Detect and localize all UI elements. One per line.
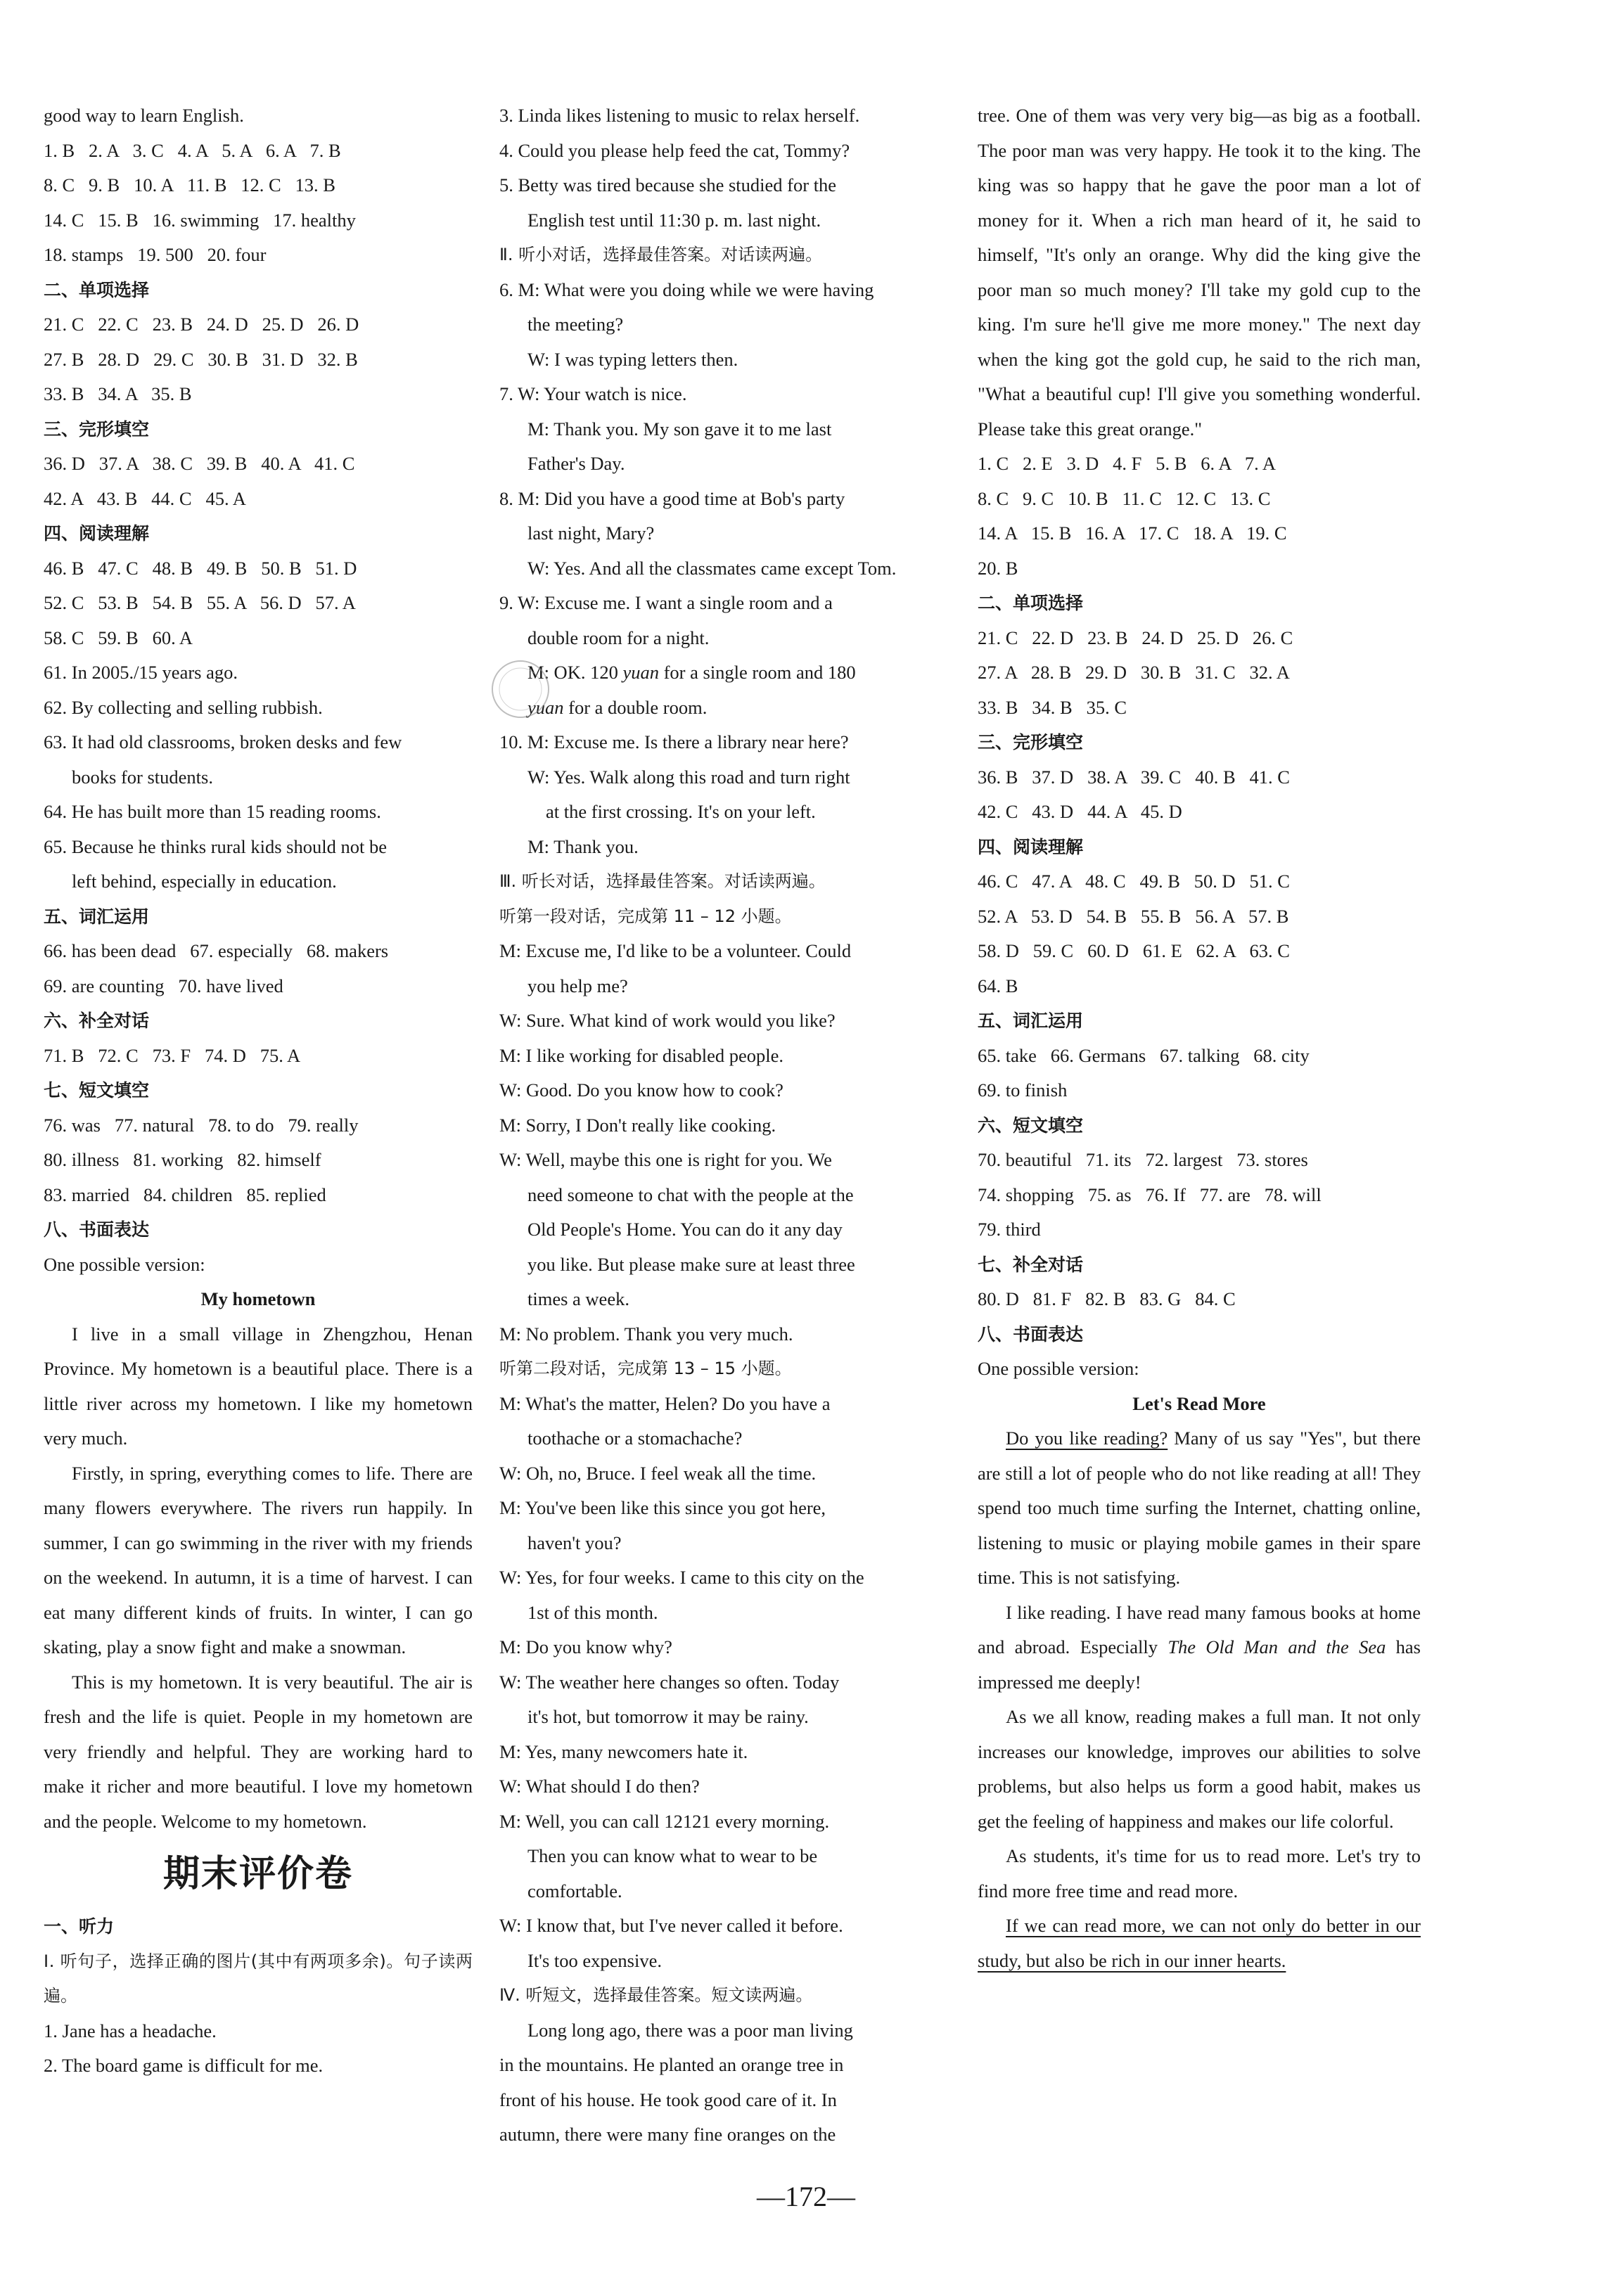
section-heading: 五、词汇运用	[978, 1011, 1084, 1031]
dialogue-line: the meeting?	[527, 314, 624, 335]
answer-row: 27. A 28. B 29. D 30. B 31. C 32. A	[978, 662, 1290, 683]
answer-row: 42. C 43. D 44. A 45. D	[978, 801, 1182, 822]
section-heading: 一、听力	[44, 1916, 115, 1937]
dialogue-line: at the first crossing. It's on your left.	[546, 801, 816, 822]
answer-row: 18. stamps 19. 500 20. four	[44, 244, 267, 265]
answer-row: 69. to finish	[978, 1079, 1068, 1101]
faded-seal-stamp	[485, 654, 556, 724]
section-heading: 六、短文填空	[978, 1115, 1084, 1136]
answer-row: 21. C 22. C 23. B 24. D 25. D 26. D	[44, 314, 359, 335]
answer-row: 69. are counting 70. have lived	[44, 975, 283, 996]
answer-row: 8. C 9. B 10. A 11. B 12. C 13. B	[44, 174, 335, 195]
essay-paragraph: Firstly, in spring, everything comes to life. There are many flowers everywhere. The rivers run happily. In summer, I can go swimming in the river with my friends on the weekend. In autumn, it is a time of harvest. I can eat many different kinds of fruits. In winter, I can go skating, play a snow fight and make a snowman.	[44, 1462, 473, 1657]
listening-instruction: Ⅰ. 听句子，选择正确的图片(其中有两项多余)。句子读两遍。	[44, 1951, 473, 2006]
listening-sentence: 1. Jane has a headache.	[44, 2020, 217, 2041]
answer-row: 66. has been dead 67. especially 68. makers	[44, 940, 389, 961]
answer-row: 36. B 37. D 38. A 39. C 40. B 41. C	[978, 766, 1290, 788]
conversation-intro: 听第一段对话，完成第 11 – 12 小题。	[499, 906, 792, 926]
story-line: Long long ago, there was a poor man living	[527, 2019, 853, 2041]
dialogue-line: M: No problem. Thank you very much.	[499, 1323, 793, 1345]
section-heading: 六、补全对话	[44, 1011, 150, 1031]
section-heading: 三、完形填空	[978, 732, 1084, 752]
answer-row: 42. A 43. B 44. C 45. A	[44, 487, 246, 509]
section-heading: 三、完形填空	[44, 418, 150, 440]
answer-row: 33. B 34. A 35. B	[44, 383, 192, 404]
book-title: The Old Man and the Sea	[1168, 1636, 1386, 1657]
dialogue-line: times a week.	[527, 1288, 629, 1309]
dialogue-line: 8. M: Did you have a good time at Bob's party	[499, 487, 845, 509]
dialogue-line: M: You've been like this since you got here,	[499, 1497, 826, 1518]
dialogue-line: W: Sure. What kind of work would you like?	[499, 1010, 836, 1031]
dialogue-line: need someone to chat with the people at the	[527, 1184, 854, 1205]
dialogue-line: 10. M: Excuse me. Is there a library near here?	[499, 731, 849, 752]
dialogue-line: haven't you?	[527, 1532, 622, 1553]
section-heading: 二、单项选择	[44, 279, 150, 300]
listening-sentence: English test until 11:30 p. m. last night.	[527, 209, 821, 231]
essay-paragraph	[978, 1596, 1421, 1700]
story-paragraph: tree. One of them was very very big—as big as a football. The poor man was very happy. He took it to the king. The king was so happy that he gave the poor man a lot of money for it. When a rich man heard of it, he said to himself, "It's only an orange. Why did the king give the poor man so much money? I'll take my gold cup to the king. I'm sure he'll give me more money." The next day when the king got the gold cup, he said to the rich man, "What a beautiful cup! I'll give you something wonderful. Please take this great orange."	[978, 105, 1421, 440]
answer-row: 8. C 9. C 10. B 11. C 12. C 13. C	[978, 487, 1271, 509]
section-heading: 五、词汇运用	[44, 906, 150, 927]
section-heading: Ⅱ. 听小对话，选择最佳答案。对话读两遍。	[499, 245, 823, 264]
section-heading: 八、书面表达	[978, 1323, 1084, 1345]
text-line: good way to learn English.	[44, 105, 244, 126]
answer-line: 62. By collecting and selling rubbish.	[44, 696, 323, 718]
section-heading: 七、短文填空	[44, 1080, 150, 1101]
answer-line: 63. It had old classrooms, broken desks and few	[44, 731, 402, 752]
section-heading: 四、阅读理解	[44, 523, 150, 544]
answer-line: 64. He has built more than 15 reading rooms.	[44, 801, 381, 822]
answer-line: books for students.	[72, 766, 213, 788]
possible-version-label: One possible version:	[978, 1358, 1139, 1379]
dialogue-line: double room for a night.	[527, 627, 710, 648]
dialogue-line: M: Excuse me, I'd like to be a volunteer. Could	[499, 940, 852, 961]
dialogue-line: M: Sorry, I Don't really like cooking.	[499, 1114, 776, 1136]
answer-row: 71. B 72. C 73. F 74. D 75. A	[44, 1044, 301, 1066]
dialogue-line: M: Thank you. My son gave it to me last	[527, 418, 832, 440]
listening-sentence: 3. Linda likes listening to music to relax herself.	[499, 105, 860, 126]
column-left	[44, 98, 473, 2084]
dialogue-line: Old People's Home. You can do it any day	[527, 1219, 843, 1240]
listening-sentence: 4. Could you please help feed the cat, Tommy?	[499, 139, 850, 161]
section-heading: 七、补全对话	[978, 1254, 1084, 1275]
listening-sentence: 5. Betty was tired because she studied for the	[499, 174, 837, 195]
answer-row: 33. B 34. B 35. C	[978, 696, 1127, 718]
dialogue-line: W: Good. Do you know how to cook?	[499, 1079, 783, 1101]
conversation-intro: 听第二段对话，完成第 13 – 15 小题。	[499, 1359, 792, 1378]
underlined-topic-sentence: Do you like reading?	[1006, 1428, 1168, 1449]
dialogue-line: comfortable.	[527, 1880, 622, 1901]
possible-version-label: One possible version:	[44, 1253, 205, 1275]
dialogue-line: toothache or a stomachache?	[527, 1428, 743, 1449]
dialogue-line: Father's Day.	[527, 453, 625, 474]
section-heading: 八、书面表达	[44, 1219, 150, 1240]
answer-row: 52. C 53. B 54. B 55. A 56. D 57. A	[44, 592, 356, 613]
column-middle	[499, 98, 949, 2153]
dialogue-line: It's too expensive.	[527, 1949, 662, 1971]
dialogue-line: M: Do you know why?	[499, 1636, 672, 1657]
dialogue-line: M: Yes, many newcomers hate it.	[499, 1740, 748, 1762]
dialogue-line: W: The weather here changes so often. Today	[499, 1671, 840, 1693]
dialogue-line: 1st of this month.	[527, 1601, 658, 1623]
answer-row: 80. D 81. F 82. B 83. G 84. C	[978, 1288, 1236, 1309]
answer-row: 83. married 84. children 85. replied	[44, 1184, 326, 1205]
answer-row: 74. shopping 75. as 76. If 77. are 78. will	[978, 1184, 1322, 1205]
answer-line: 65. Because he thinks rural kids should not be	[44, 835, 387, 857]
answer-row: 64. B	[978, 975, 1018, 996]
answer-row: 27. B 28. D 29. C 30. B 31. D 32. B	[44, 348, 358, 370]
dialogue-line	[499, 691, 949, 726]
essay-paragraph	[978, 1421, 1421, 1596]
section-heading: 四、阅读理解	[978, 836, 1084, 857]
answer-row: 14. A 15. B 16. A 17. C 18. A 19. C	[978, 522, 1287, 544]
dialogue-line: M: I like working for disabled people.	[499, 1044, 784, 1066]
dialogue-line: it's hot, but tomorrow it may be rainy.	[527, 1706, 809, 1727]
dialogue-line: W: I know that, but I've never called it before.	[499, 1915, 843, 1936]
essay-text: Many of us say "Yes", but there are still a lot of people who do not like reading at all! They spend too much time surfing the Internet, chatting online, listening to music or playing mobile games in their spare time. This is not satisfying.	[978, 1428, 1421, 1588]
answer-line: left behind, especially in education.	[72, 871, 337, 892]
dialogue-text: for a double room.	[563, 696, 708, 718]
dialogue-text: for a single room and 180	[658, 662, 856, 683]
dialogue-line: W: Well, maybe this one is right for you. We	[499, 1149, 832, 1170]
story-line: front of his house. He took good care of it. In	[499, 2089, 837, 2110]
answer-row: 20. B	[978, 557, 1018, 579]
essay-title: Let's Read More	[1132, 1392, 1266, 1414]
dialogue-line: M: Thank you.	[527, 835, 639, 857]
dialogue-line: 7. W: Your watch is nice.	[499, 383, 687, 404]
answer-row: 14. C 15. B 16. swimming 17. healthy	[44, 209, 356, 231]
dialogue-line: W: Yes. And all the classmates came except Tom.	[527, 557, 897, 579]
answer-row: 52. A 53. D 54. B 55. B 56. A 57. B	[978, 905, 1289, 927]
essay-text: has impressed me deeply!	[978, 1636, 1421, 1693]
dialogue-line: Then you can know what to wear to be	[527, 1845, 818, 1866]
section-heading: Ⅲ. 听长对话，选择最佳答案。对话读两遍。	[499, 871, 826, 891]
dialogue-line: M: Well, you can call 12121 every morning.	[499, 1810, 830, 1832]
answer-row: 21. C 22. D 23. B 24. D 25. D 26. C	[978, 627, 1293, 648]
dialogue-line	[499, 655, 949, 691]
dialogue-line: W: What should I do then?	[499, 1776, 700, 1797]
dialogue-text: M: OK. 120	[527, 662, 623, 683]
dialogue-line: M: What's the matter, Helen? Do you have a	[499, 1392, 831, 1414]
page-number: —172—	[757, 2181, 855, 2212]
answer-row: 70. beautiful 71. its 72. largest 73. stores	[978, 1149, 1308, 1170]
listening-sentence: 2. The board game is difficult for me.	[44, 2055, 324, 2076]
essay-paragraph	[978, 1909, 1421, 1978]
column-right	[978, 98, 1421, 1978]
section-heading: 二、单项选择	[978, 593, 1084, 613]
answer-row: 46. B 47. C 48. B 49. B 50. B 51. D	[44, 557, 357, 579]
essay-paragraph: This is my hometown. It is very beautiful. The air is fresh and the life is quiet. People in my hometown are very friendly and helpful. They are working hard to make it richer and more beautiful. I love my hometown and the people. Welcome to my hometown.	[44, 1671, 473, 1832]
answer-row: 80. illness 81. working 82. himself	[44, 1149, 321, 1170]
currency-word: yuan	[622, 662, 659, 683]
dialogue-line: W: I was typing letters then.	[527, 348, 738, 370]
answer-row: 46. C 47. A 48. C 49. B 50. D 51. C	[978, 871, 1290, 892]
dialogue-line: last night, Mary?	[527, 522, 655, 544]
answer-line: 61. In 2005./15 years ago.	[44, 662, 238, 683]
final-exam-title: 期末评价卷	[162, 1853, 353, 1895]
answer-row: 76. was 77. natural 78. to do 79. really	[44, 1114, 359, 1136]
dialogue-line: 9. W: Excuse me. I want a single room and a	[499, 592, 833, 613]
story-line: in the mountains. He planted an orange tree in	[499, 2054, 844, 2075]
answer-row: 1. C 2. E 3. D 4. F 5. B 6. A 7. A	[978, 453, 1277, 474]
answer-row: 58. C 59. B 60. A	[44, 627, 193, 648]
dialogue-line: you help me?	[527, 975, 628, 996]
dialogue-line: W: Oh, no, Bruce. I feel weak all the time.	[499, 1462, 817, 1484]
answer-row: 79. third	[978, 1219, 1041, 1240]
dialogue-line: W: Yes. Walk along this road and turn right	[527, 766, 850, 788]
section-heading: Ⅳ. 听短文，选择最佳答案。短文读两遍。	[499, 1985, 813, 2005]
answer-row: 36. D 37. A 38. C 39. B 40. A 41. C	[44, 453, 355, 474]
dialogue-line: 6. M: What were you doing while we were having	[499, 278, 874, 300]
answer-row: 65. take 66. Germans 67. talking 68. city	[978, 1044, 1310, 1066]
story-line: autumn, there were many fine oranges on the	[499, 2124, 836, 2145]
underlined-conclusion: If we can read more, we can not only do better in our study, but also be rich in our inner hearts.	[978, 1915, 1421, 1971]
essay-paragraph: I live in a small village in Zhengzhou, Henan Province. My hometown is a beautiful place. There is a little river across my hometown. I like my hometown very much.	[44, 1323, 473, 1449]
essay-text: I like reading. I have read many famous books at home and abroad. Especially	[978, 1601, 1421, 1657]
essay-title: My hometown	[200, 1288, 316, 1309]
currency-word: yuan	[527, 696, 564, 718]
essay-paragraph: As we all know, reading makes a full man. It not only increases our knowledge, improves our abilities to solve problems, but also helps us form a good habit, makes us get the feeling of happiness and makes our life colorful.	[978, 1706, 1421, 1832]
essay-paragraph: As students, it's time for us to read more. Let's try to find more free time and read more.	[978, 1845, 1421, 1901]
dialogue-line: W: Yes, for four weeks. I came to this city on the	[499, 1567, 864, 1588]
answer-row: 58. D 59. C 60. D 61. E 62. A 63. C	[978, 940, 1290, 961]
answer-row: 1. B 2. A 3. C 4. A 5. A 6. A 7. B	[44, 139, 341, 161]
dialogue-line: you like. But please make sure at least three	[527, 1253, 855, 1275]
